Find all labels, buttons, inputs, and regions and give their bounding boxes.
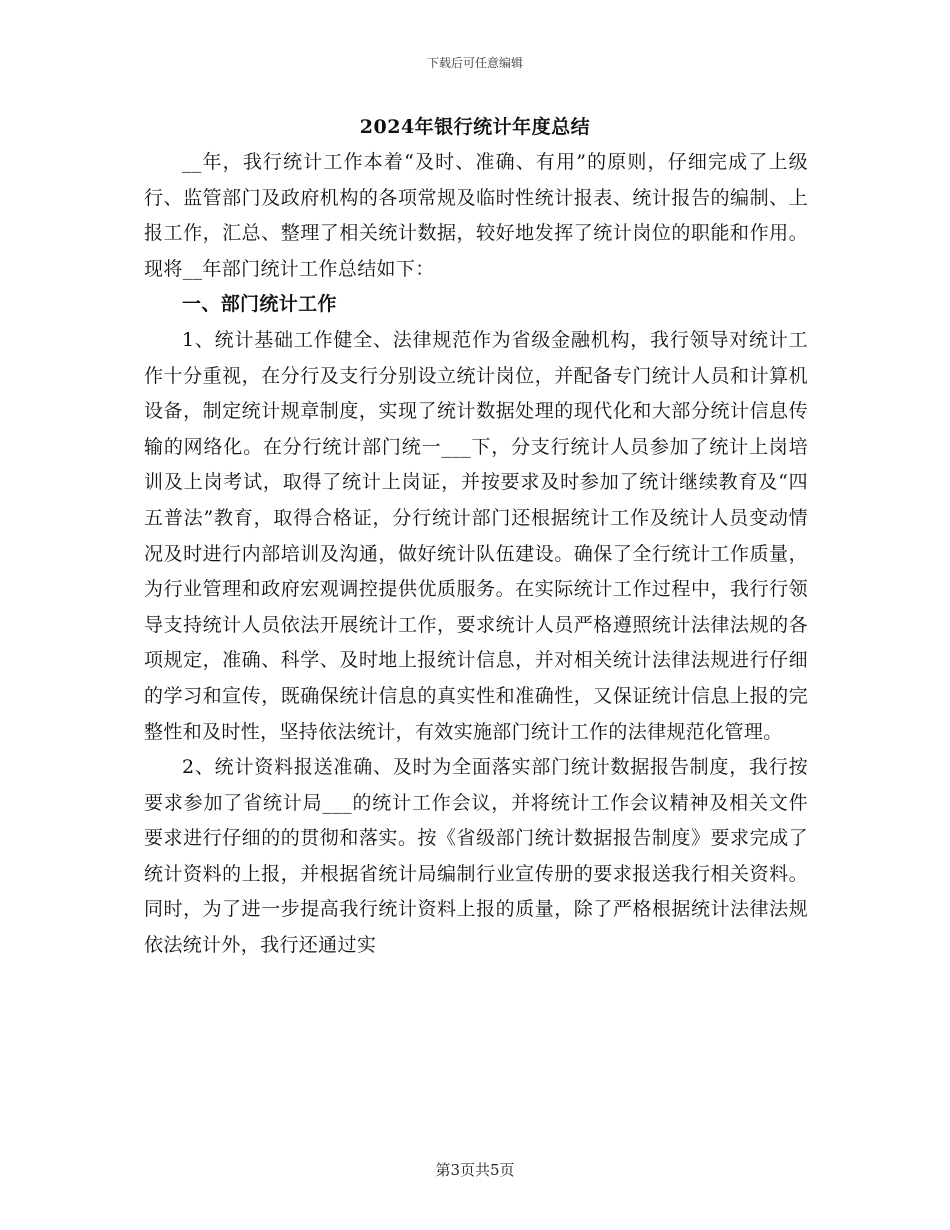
body-paragraph-1: 1、统计基础工作健全、法律规范作为省级金融机构，我行领导对统计工作十分重视，在分行及支行分别设立统计岗位，并配备专门统计人员和计算机设备，制定统计规章制度，实现了统计数据处理的现代化和大部分统计信息传输的网络化。在分行统计部门统一___下，分支行统计人员参加了统计上岗培训及上岗考试，取得了统计上岗证，并按要求及时参加了统计继续教育及“四五普法”教育，取得合格证，分行统计部门还根据统计工作及统计人员变动情况及时进行内部培训及沟通，做好统计队伍建设。确保了全行统计工作质量，为行业管理和政府宏观调控提供优质服务。在实际统计工作过程中，我行行领导支持统计人员依法开展统计工作，要求统计人员严格遵照统计法律法规的各项规定，准确、科学、及时地上报统计信息，并对相关统计法律法规进行仔细的学习和宣传，既确保统计信息的真实性和准确性，又保证统计信息上报的完整性和及时性，坚持依法统计，有效实施部门统计工作的法律规范化管理。 bbox=[144, 328, 808, 743]
document-body bbox=[144, 145, 808, 964]
document-title: 2024年银行统计年度总结 bbox=[359, 116, 591, 138]
page-header-note: 下载后可任意编辑 bbox=[426, 56, 523, 70]
section-heading-1: 一、部门统计工作 bbox=[182, 293, 337, 316]
intro-paragraph: __年，我行统计工作本着“及时、准确、有用”的原则，仔细完成了上级行、监管部门及政府机构的各项常规及临时性统计报表、统计报告的编制、上报工作，汇总、整理了相关统计数据，较好地发挥了统计岗位的职能和作用。现将__年部门统计工作总结如下： bbox=[144, 151, 808, 280]
body-paragraph-2: 2、统计资料报送准确、及时为全面落实部门统计数据报告制度，我行按要求参加了省统计局___的统计工作会议，并将统计工作会议精神及相关文件要求进行仔细的的贯彻和落实。按《省级部门统计数据报告制度》要求完成了统计资料的上报，并根据省统计局编制行业宣传册的要求报送我行相关资料。同时，为了进一步提高我行统计资料上报的质量，除了严格根据统计法律法规依法统计外，我行还通过实 bbox=[144, 756, 808, 957]
page-number-footer: 第3页共5页 bbox=[435, 1161, 515, 1179]
